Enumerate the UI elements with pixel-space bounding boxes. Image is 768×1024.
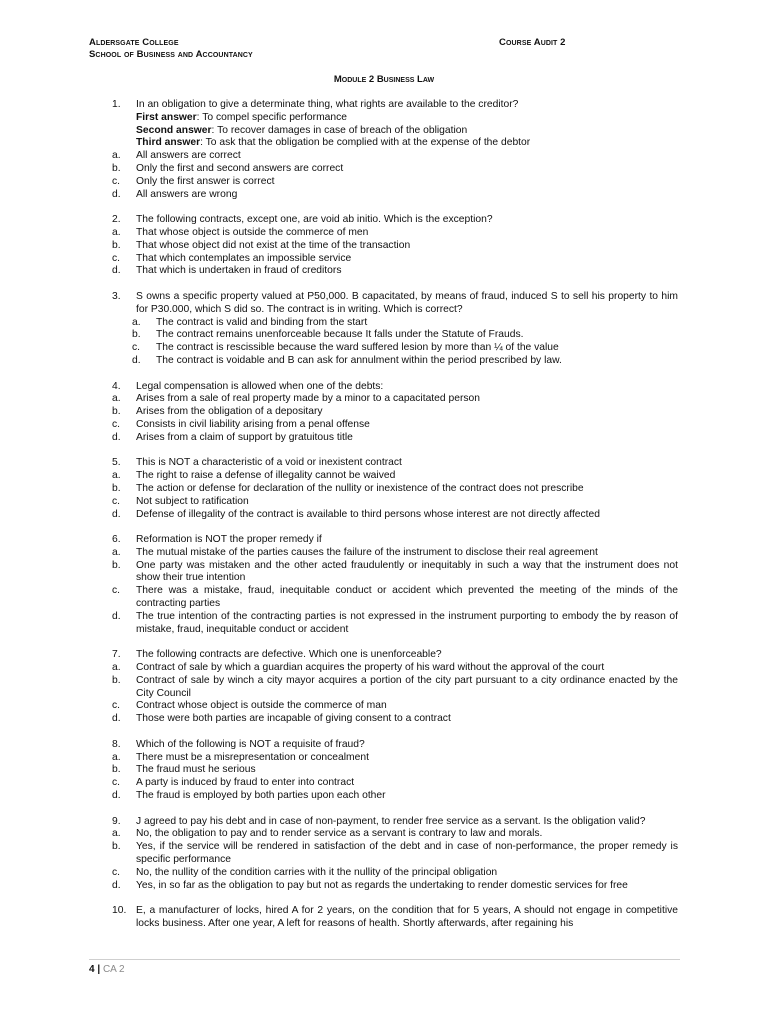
option-text: The fraud must he serious <box>136 764 256 776</box>
answer-statement <box>112 125 678 138</box>
answer-spacer <box>112 112 136 125</box>
option-letter: a. <box>112 226 121 238</box>
option-text: The contract is rescissible because the ward suffered lesion by more than ¼ of the value <box>156 342 559 354</box>
option-letter: b. <box>112 162 121 174</box>
option-text: That whose object did not exist at the time of the transaction <box>136 239 411 251</box>
option-letter: d. <box>112 790 121 802</box>
answer-option <box>112 163 678 176</box>
option-text: Defense of illegality of the contract is available to third persons whose interest are not directly affected <box>136 508 600 520</box>
option-letter: c. <box>112 700 121 712</box>
option-letter: c. <box>112 777 121 789</box>
question-item <box>112 291 678 368</box>
option-text: The right to raise a defense of illegality cannot be waived <box>136 470 396 482</box>
option-letter: a. <box>112 662 121 674</box>
option-text: Arises from a sale of real property made by a minor to a capacitated person <box>136 393 480 405</box>
answer-body <box>136 112 678 125</box>
question-item <box>112 534 678 636</box>
option-text: The contract is voidable and B can ask for annulment within the period prescribed by law. <box>156 354 562 366</box>
option-text: No, the obligation to pay and to render service as a servant is contrary to law and morals. <box>136 828 543 840</box>
option-text: All answers are correct <box>136 150 241 162</box>
option-text: The contract remains unenforceable because It falls under the Statute of Frauds. <box>156 329 524 341</box>
option-text: The contract is valid and binding from the start <box>156 316 368 328</box>
answer-option <box>112 432 678 445</box>
question-stem <box>112 291 678 317</box>
option-letter: a. <box>112 546 121 558</box>
question-stem <box>112 905 678 931</box>
option-text: The mutual mistake of the parties causes the failure of the instrument to disclose their real agreement <box>136 546 598 558</box>
question-number: 10. <box>112 905 127 917</box>
question-number: 4. <box>112 380 121 392</box>
option-letter: a. <box>112 751 121 763</box>
option-text: That which is undertaken in fraud of creditors <box>136 265 342 277</box>
option-letter: a. <box>112 470 121 482</box>
question-stem <box>112 649 678 662</box>
question-number: 9. <box>112 815 121 827</box>
question-text: Reformation is NOT the proper remedy if <box>136 534 322 546</box>
option-letter: b. <box>112 559 121 571</box>
answer-option <box>112 176 678 189</box>
question-item <box>112 905 678 931</box>
option-letter: d. <box>112 188 121 200</box>
answer-option <box>112 777 678 790</box>
page-number: 4 <box>89 964 95 975</box>
option-letter: d. <box>112 713 121 725</box>
option-letter: a. <box>112 393 121 405</box>
option-text: Arises from a claim of support by gratuitous title <box>136 431 353 443</box>
option-letter: d. <box>112 879 121 891</box>
question-item <box>112 99 678 201</box>
option-text: That which contemplates an impossible service <box>136 252 352 264</box>
option-letter: a. <box>112 828 121 840</box>
answer-option <box>112 227 678 240</box>
question-stem <box>112 381 678 394</box>
question-text: The following contracts, except one, are void ab initio. Which is the exception? <box>136 214 493 226</box>
question-text: J agreed to pay his debt and in case of non-payment, to render free service as a servant. Is the obligation valid? <box>136 815 646 827</box>
option-letter: b. <box>112 239 121 251</box>
question-text: Which of the following is NOT a requisite of fraud? <box>136 738 365 750</box>
question-stem <box>112 457 678 470</box>
option-text: The true intention of the contracting parties is not expressed in the instrument purporting to embody the by reason of mistake, fraud, inequitable conduct or accident <box>136 610 678 635</box>
question-number: 7. <box>112 649 121 661</box>
answer-option <box>112 253 678 266</box>
answer-option <box>112 675 678 701</box>
option-letter: d. <box>112 431 121 443</box>
question-text: In an obligation to give a determinate thing, what rights are available to the creditor? <box>136 99 519 110</box>
option-text: Contract of sale by which a guardian acquires the property of his ward without the approval of the court <box>136 662 605 674</box>
answer-option <box>112 828 678 841</box>
answer-option <box>112 867 678 880</box>
option-text: Only the first and second answers are correct <box>136 162 344 174</box>
option-text: The action or defense for declaration of the nullity or inexistence of the contract does not prescribe <box>136 482 584 494</box>
answer-spacer <box>112 125 136 138</box>
option-letter: d. <box>112 265 121 277</box>
answer-option <box>112 483 678 496</box>
footer-code: CA 2 <box>102 964 125 975</box>
answer-option <box>112 150 678 163</box>
question-number: 5. <box>112 457 121 469</box>
option-letter: d. <box>132 354 141 366</box>
question-stem <box>112 816 678 829</box>
option-text: Yes, if the service will be rendered in satisfaction of the debt and in case of non-performance, the proper remedy is specific performance <box>136 841 678 866</box>
answer-text: : To ask that the obligation be complied with at the expense of the debtor <box>200 137 531 149</box>
answer-option <box>112 406 678 419</box>
answer-option <box>112 265 678 278</box>
option-text: Only the first answer is correct <box>136 175 275 187</box>
module-title: Module 2 Business Law <box>333 74 435 85</box>
answer-option <box>112 342 678 355</box>
question-text: The following contracts are defective. Which one is unenforceable? <box>136 649 442 661</box>
option-text: Not subject to ratification <box>136 495 249 507</box>
question-item <box>112 816 678 893</box>
answer-body <box>136 125 678 138</box>
answer-option <box>112 509 678 522</box>
option-text: Those were both parties are incapable of giving consent to a contract <box>136 713 451 725</box>
option-text: One party was mistaken and the other acted fraudulently or inequitably in such a way that the instrument does not show their true intention <box>136 559 678 584</box>
option-letter: b. <box>112 764 121 776</box>
question-text: E, a manufacturer of locks, hired A for 2 years, on the condition that for 5 years, A should not engage in competitive locks business. After one year, A left for reasons of health. Shortly afterwards, after regaining his <box>136 905 678 929</box>
option-text: There was a mistake, fraud, inequitable conduct or accident which prevented the meeting of the minds of the contracting parties <box>136 585 678 610</box>
option-letter: b. <box>132 329 141 341</box>
answer-option <box>112 662 678 675</box>
option-letter: b. <box>112 674 121 686</box>
option-letter: d. <box>112 508 121 520</box>
answer-option <box>112 317 678 330</box>
question-number: 6. <box>112 534 121 546</box>
answer-option <box>112 790 678 803</box>
answer-statement <box>112 112 678 125</box>
question-stem <box>112 739 678 752</box>
question-text: This is NOT a characteristic of a void or inexistent contract <box>136 457 402 469</box>
option-letter: a. <box>132 316 141 328</box>
answer-option <box>112 585 678 611</box>
answer-option <box>112 329 678 342</box>
answer-option <box>112 189 678 202</box>
answer-option <box>112 880 678 893</box>
option-text: Consists in civil liability arising from a penal offense <box>136 418 370 430</box>
question-number: 2. <box>112 214 121 226</box>
option-text: The fraud is employed by both parties upon each other <box>136 790 386 802</box>
answer-option <box>112 764 678 777</box>
option-letter: c. <box>112 252 121 264</box>
footer-divider <box>89 959 680 960</box>
answer-option <box>112 547 678 560</box>
question-item <box>112 457 678 521</box>
answer-option <box>112 496 678 509</box>
question-stem <box>112 214 678 227</box>
question-number: 3. <box>112 290 121 302</box>
option-letter: c. <box>112 585 121 597</box>
option-text: There must be a misrepresentation or concealment <box>136 751 369 763</box>
answer-label: Second answer <box>136 124 212 136</box>
answer-label: First answer <box>136 111 197 123</box>
option-text: Yes, in so far as the obligation to pay but not as regards the undertaking to render domestic services for free <box>136 879 628 891</box>
college-name: Aldersgate College <box>89 37 179 48</box>
option-text: That whose object is outside the commerce of men <box>136 226 369 238</box>
option-letter: b. <box>112 841 121 853</box>
question-item <box>112 381 678 445</box>
question-number: 8. <box>112 738 121 750</box>
option-letter: b. <box>112 482 121 494</box>
question-item <box>112 649 678 726</box>
question-item <box>112 214 678 278</box>
question-list <box>112 99 678 944</box>
answer-option <box>112 700 678 713</box>
course-title: Course Audit 2 <box>499 37 566 48</box>
question-stem <box>112 99 678 112</box>
option-text: No, the nullity of the condition carries with it the nullity of the principal obligation <box>136 866 498 878</box>
option-letter: d. <box>112 610 121 622</box>
page-footer <box>89 964 125 975</box>
option-letter: c. <box>112 495 121 507</box>
answer-option <box>112 240 678 253</box>
option-letter: c. <box>112 418 121 430</box>
answer-option <box>112 560 678 586</box>
answer-text: : To compel specific performance <box>196 111 347 123</box>
option-text: Contract of sale by winch a city mayor acquires a portion of the city part pursuant to a city ordinance enacted by the City Council <box>136 674 678 699</box>
question-number: 1. <box>112 99 121 110</box>
question-text: Legal compensation is allowed when one of the debts: <box>136 380 384 392</box>
option-letter: b. <box>112 406 121 418</box>
answer-statement <box>112 137 678 150</box>
option-text: Contract whose object is outside the commerce of man <box>136 700 387 712</box>
answer-option <box>112 841 678 867</box>
school-name: School of Business and Accountancy <box>89 49 253 60</box>
answer-text: : To recover damages in case of breach of the obligation <box>211 124 468 136</box>
answer-option <box>112 470 678 483</box>
answer-spacer <box>112 137 136 150</box>
answer-option <box>112 713 678 726</box>
question-text: S owns a specific property valued at P50,000. B capacitated, by means of fraud, induced S to sell his property to him for P30.000, which S did so. The contract is in writing. Which is correct? <box>136 290 678 315</box>
header-left <box>89 37 253 61</box>
option-letter: c. <box>112 175 121 187</box>
answer-label: Third answer <box>136 137 201 149</box>
footer-separator: | <box>97 964 101 975</box>
option-letter: a. <box>112 150 121 162</box>
answer-option <box>112 393 678 406</box>
question-stem <box>112 534 678 547</box>
option-text: A party is induced by fraud to enter into contract <box>136 777 355 789</box>
answer-option <box>112 752 678 765</box>
option-letter: c. <box>112 866 121 878</box>
answer-body <box>136 137 678 150</box>
answer-option <box>112 355 678 368</box>
option-text: Arises from the obligation of a depositary <box>136 406 323 418</box>
option-letter: c. <box>132 342 141 354</box>
option-text: All answers are wrong <box>136 188 238 200</box>
question-item <box>112 739 678 803</box>
answer-option <box>112 419 678 432</box>
answer-option <box>112 611 678 637</box>
